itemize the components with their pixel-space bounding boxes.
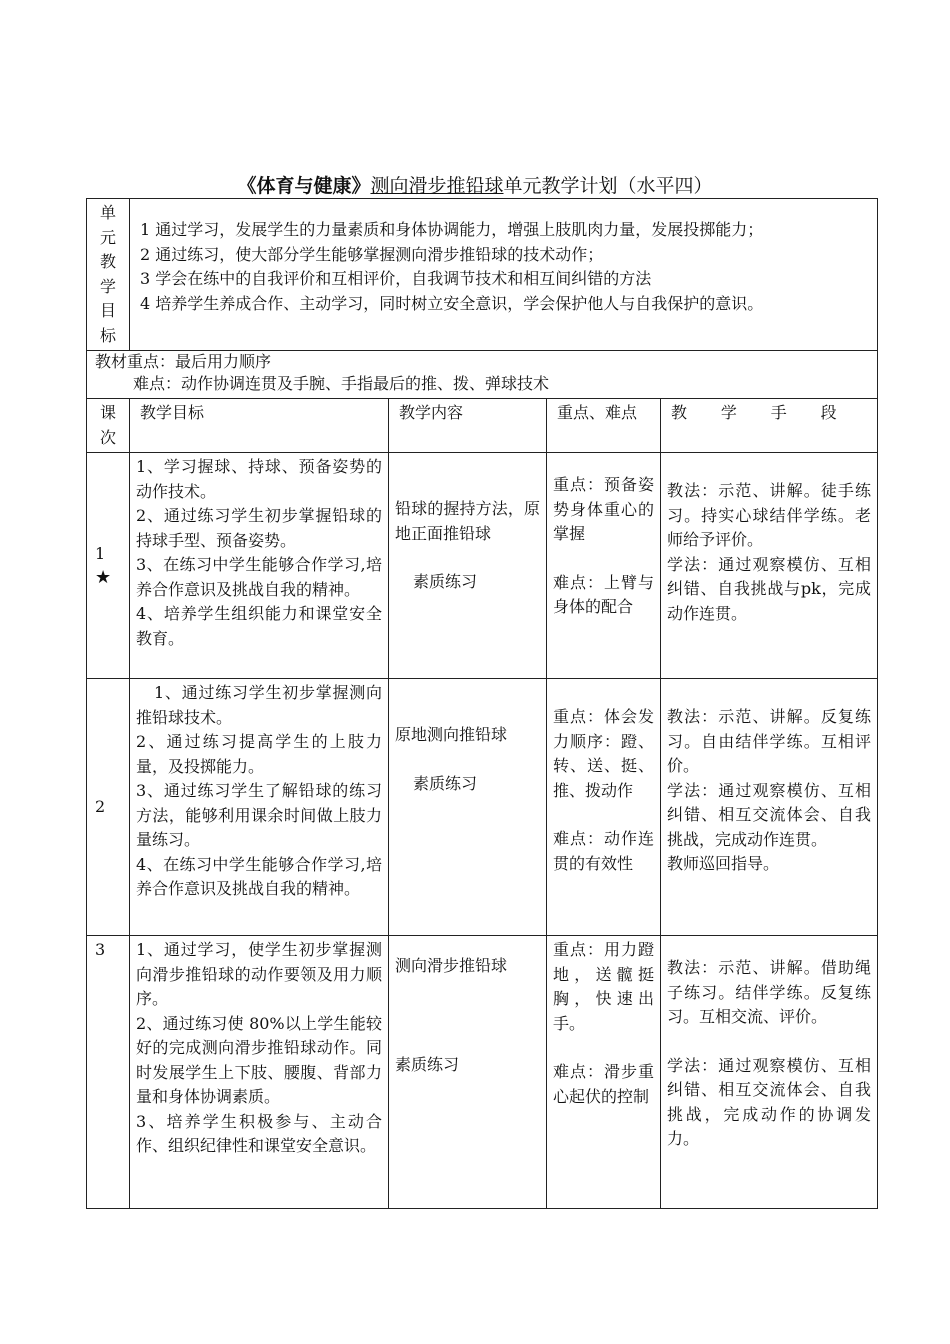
key-point: 重点：体会发力顺序：蹬、转、送、挺、推、拨动作 <box>553 707 654 800</box>
unit-goals-label: 单 元 教 学 目 标 <box>87 199 130 351</box>
method-item: 教法：示范、讲解。借助绳子练习。结伴学练。反复练习。互相交流、评价。 <box>667 958 872 1026</box>
objective-item: 2、通过练习提高学生的上肢力量，及投掷能力。 <box>136 732 382 776</box>
title-plan: 单元教学计划（水平四） <box>503 175 713 197</box>
lesson-number-cell <box>87 453 130 679</box>
unit-goal-item: 2 通过练习，使大部分学生能够掌握测向滑步推铅球的技术动作； <box>140 244 604 264</box>
lesson-number: 2 <box>95 796 106 816</box>
objective-item: 1、通过练习学生初步掌握测向推铅球技术。 <box>136 683 382 727</box>
table-row <box>87 453 878 679</box>
lesson-methods <box>661 936 878 1209</box>
method-item: 教师巡回指导。 <box>667 854 780 873</box>
unit-goal-item: 1 通过学习，发展学生的力量素质和身体协调能力，增强上肢肌肉力量，发展投掷能力； <box>140 220 764 239</box>
lesson-key-points <box>547 679 661 936</box>
objective-item: 1、学习握球、持球、预备姿势的动作技术。 <box>136 457 382 501</box>
content-item: 铅球的握持方法，原地正面推铅球 <box>395 499 540 543</box>
lesson-methods <box>661 453 878 679</box>
content-item: 素质练习 <box>413 572 478 591</box>
method-item: 教法：示范、讲解。反复练习。自由结伴学练。互相评价。 <box>667 707 872 775</box>
unit-goals-row <box>87 199 878 351</box>
lesson-content <box>389 453 547 679</box>
objective-item: 4、在练习中学生能够合作学习,培养合作意识及挑战自我的精神。 <box>136 854 382 898</box>
difficulty-point: 难点：动作连贯的有效性 <box>553 829 654 873</box>
objective-item: 3、通过练习学生了解铅球的练习方法，能够利用课余时间做上肢力量练习。 <box>136 781 382 849</box>
lesson-content <box>389 679 547 936</box>
lesson-number-cell <box>87 936 130 1209</box>
header-objective: 教学目标 <box>130 399 389 453</box>
unit-plan-table <box>86 198 878 1209</box>
star-icon: ★ <box>95 566 112 588</box>
method-item: 学法：通过观察模仿、互相纠错、相互交流体会、自我挑战，完成动作的协调发力。 <box>667 1055 872 1148</box>
objective-item: 3、培养学生积极参与、主动合作、组织纪律性和课堂安全意识。 <box>136 1111 382 1155</box>
lesson-objectives <box>130 679 389 936</box>
focus-cell <box>87 351 878 399</box>
header-key-points: 重点、难点 <box>547 399 661 453</box>
lesson-methods <box>661 679 878 936</box>
objective-item: 3、在练习中学生能够合作学习,培养合作意识及挑战自我的精神。 <box>136 555 382 599</box>
table-header-row <box>87 399 878 453</box>
content-item: 素质练习 <box>413 773 478 793</box>
lesson-content <box>389 936 547 1209</box>
lesson-key-points <box>547 453 661 679</box>
unit-goals-list <box>130 199 878 351</box>
unit-goal-item: 4 培养学生养成合作、主动学习，同时树立安全意识，学会保护他人与自我保护的意识。 <box>140 293 764 313</box>
header-lesson: 课 次 <box>87 399 130 453</box>
key-point: 重点：用力蹬地，送髋挺胸，快速出手。 <box>553 940 654 1033</box>
lesson-number: 3 <box>95 940 106 959</box>
header-content: 教学内容 <box>389 399 547 453</box>
lesson-objectives <box>130 936 389 1209</box>
key-point-text: 教材重点：最后用力顺序 <box>95 352 272 371</box>
lesson-number: 1 <box>95 544 106 564</box>
objective-item: 2、通过练习使 80%以上学生能较好的完成测向滑步推铅球动作。同时发展学生上下肢、腰腹、背部力量和身体协调素质。 <box>136 1013 382 1106</box>
difficulty-point: 难点：滑步重心起伏的控制 <box>553 1062 654 1106</box>
focus-row <box>87 351 878 399</box>
difficulty-point: 难点：上臂与身体的配合 <box>553 572 654 616</box>
method-item: 学法：通过观察模仿、互相纠错、自我挑战与pk，完成动作连贯。 <box>667 554 872 623</box>
title-book: 《体育与健康》 <box>237 175 371 197</box>
title-topic: 测向滑步推铅球 <box>370 175 504 197</box>
objective-item: 2、通过练习学生初步掌握铅球的持球手型、预备姿势。 <box>136 506 382 550</box>
lesson-objectives <box>130 453 389 679</box>
table-row <box>87 936 878 1209</box>
unit-goal-item: 3 学会在练中的自我评价和互相评价，自我调节技术和相互间纠错的方法 <box>140 269 652 288</box>
lesson-number-cell <box>87 679 130 936</box>
content-item: 原地测向推铅球 <box>395 725 508 744</box>
content-item: 测向滑步推铅球 <box>395 956 508 975</box>
content-item: 素质练习 <box>395 1054 460 1074</box>
table-row <box>87 679 878 936</box>
method-item: 学法：通过观察模仿、互相纠错、相互交流体会、自我挑战，完成动作连贯。 <box>667 780 872 849</box>
document-title <box>0 174 950 198</box>
difficulty-text: 难点：动作协调连贯及手腕、手指最后的推、拨、弹球技术 <box>133 374 550 393</box>
lesson-key-points <box>547 936 661 1209</box>
header-methods: 教 学 手 段 <box>661 399 878 453</box>
objective-item: 1、通过学习，使学生初步掌握测向滑步推铅球的动作要领及用力顺序。 <box>136 940 382 1008</box>
objective-item: 4、培养学生组织能力和课堂安全教育。 <box>136 604 382 648</box>
method-item: 教法：示范、讲解。徒手练习。持实心球结伴学练。老师给予评价。 <box>667 481 872 549</box>
key-point: 重点：预备姿势身体重心的掌握 <box>553 475 654 543</box>
